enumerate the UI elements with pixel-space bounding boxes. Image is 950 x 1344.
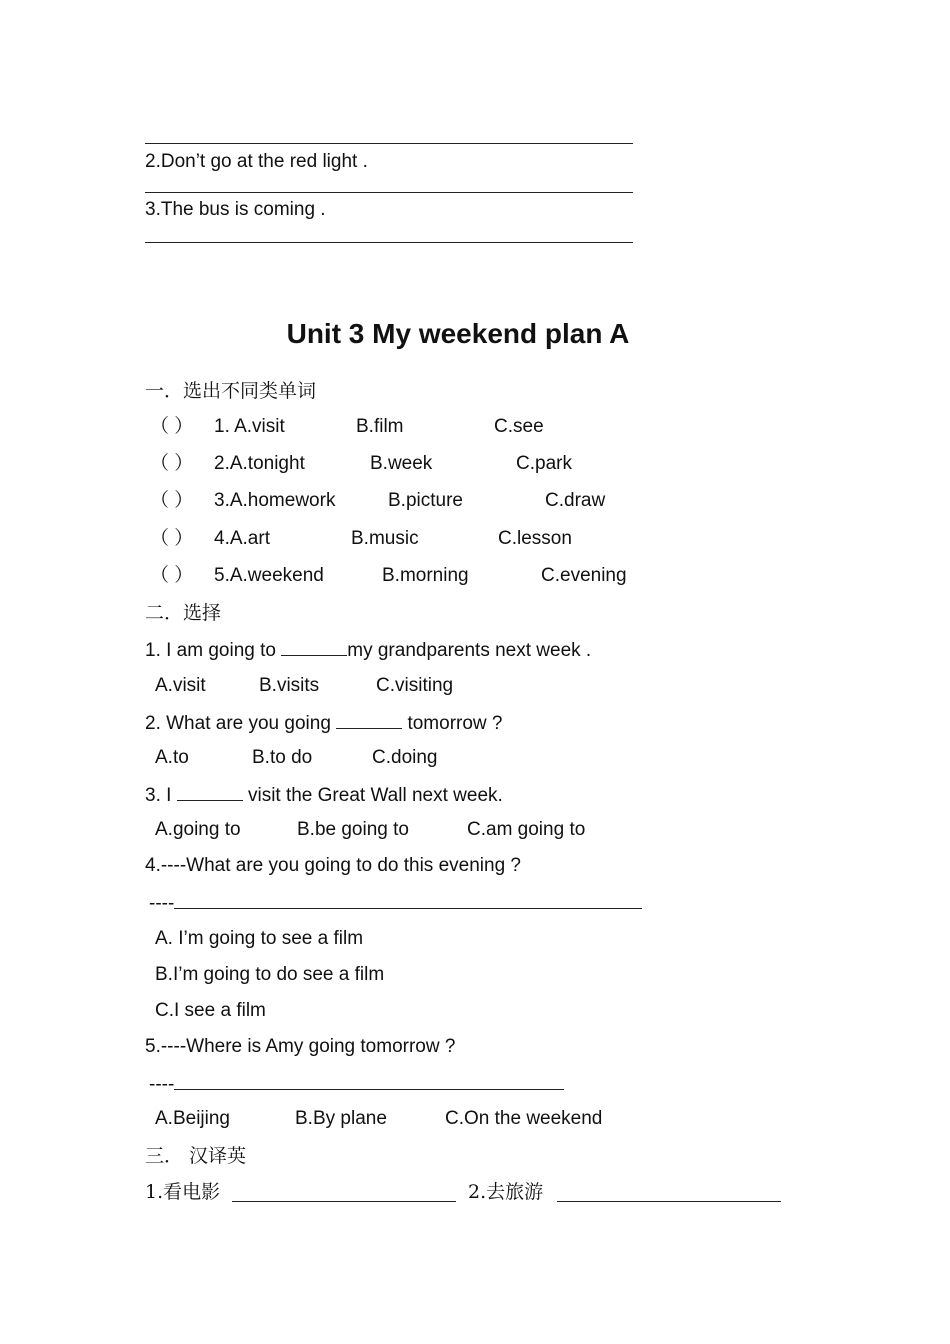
- option-a: 4.A.art: [214, 528, 270, 549]
- translation-item-1: 1.看电影: [145, 1181, 221, 1203]
- option-a: A.visit: [155, 675, 206, 696]
- sentence-2: 2.Don’t go at the red light .: [145, 151, 368, 172]
- option-b: B.By plane: [295, 1108, 387, 1129]
- option-b: B.music: [351, 528, 419, 549]
- option-a: 5.A.weekend: [214, 565, 324, 586]
- option-b: B.I’m going to do see a film: [155, 964, 385, 985]
- option-c: C.I see a film: [155, 1000, 266, 1021]
- option-b: B.film: [356, 416, 404, 437]
- option-b: B.to do: [252, 747, 313, 768]
- section-heading-3: 三． 汉译英: [145, 1145, 247, 1167]
- question-text: 1. I am going to: [145, 640, 282, 661]
- translation-item-2: 2.去旅游: [468, 1181, 544, 1203]
- dash-prefix: ----: [149, 1074, 175, 1095]
- option-a: A. I’m going to see a film: [155, 928, 364, 949]
- option-c: C.On the weekend: [445, 1108, 603, 1129]
- option-b: B.week: [370, 453, 433, 474]
- fill-blank: [336, 710, 402, 729]
- question-text: 3. I: [145, 785, 177, 806]
- option-b: B.visits: [259, 675, 320, 696]
- answer-line: [145, 242, 633, 243]
- answer-paren: （ ）: [150, 453, 194, 474]
- answer-dash: [149, 890, 642, 916]
- answer-paren: （ ）: [150, 416, 194, 437]
- question-1: [145, 637, 591, 663]
- option-c: C.park: [516, 453, 572, 474]
- option-c: C.lesson: [498, 528, 572, 549]
- sentence-3: 3.The bus is coming .: [145, 199, 326, 220]
- option-c: C.doing: [372, 747, 438, 768]
- option-a: 2.A.tonight: [214, 453, 305, 474]
- section-heading-1: 一．选出不同类单词: [145, 380, 317, 402]
- question-text: tomorrow ?: [402, 713, 503, 734]
- fill-blank: [174, 890, 642, 909]
- answer-paren: （ ）: [150, 528, 194, 549]
- question-2: [145, 710, 502, 736]
- option-c: C.evening: [541, 565, 627, 586]
- answer-line: [232, 1201, 456, 1202]
- option-c: C.visiting: [376, 675, 454, 696]
- question-text: 2. What are you going: [145, 713, 337, 734]
- option-b: B.be going to: [297, 819, 409, 840]
- section-heading-2: 二．选择: [145, 602, 222, 624]
- option-a: A.Beijing: [155, 1108, 230, 1129]
- answer-line: [145, 143, 633, 144]
- question-5: 5.----Where is Amy going tomorrow ?: [145, 1036, 456, 1057]
- option-c: C.draw: [545, 490, 606, 511]
- fill-blank: [281, 637, 347, 656]
- answer-paren: （ ）: [150, 490, 194, 511]
- fill-blank: [174, 1071, 564, 1090]
- option-a: A.going to: [155, 819, 241, 840]
- option-c: C.am going to: [467, 819, 586, 840]
- question-3: [145, 782, 503, 808]
- option-a: 3.A.homework: [214, 490, 336, 511]
- answer-dash: [149, 1071, 564, 1097]
- option-a: A.to: [155, 747, 189, 768]
- question-4: 4.----What are you going to do this evening ?: [145, 855, 521, 876]
- option-b: B.picture: [388, 490, 463, 511]
- answer-line: [557, 1201, 781, 1202]
- option-c: C.see: [494, 416, 544, 437]
- page-title: Unit 3 My weekend plan A: [286, 318, 630, 349]
- option-a: 1. A.visit: [214, 416, 285, 437]
- dash-prefix: ----: [149, 893, 175, 914]
- option-b: B.morning: [382, 565, 469, 586]
- answer-line: [145, 192, 633, 193]
- question-text: visit the Great Wall next week.: [242, 785, 503, 806]
- fill-blank: [177, 782, 243, 801]
- answer-paren: （ ）: [150, 565, 194, 586]
- question-text: my grandparents next week .: [347, 640, 592, 661]
